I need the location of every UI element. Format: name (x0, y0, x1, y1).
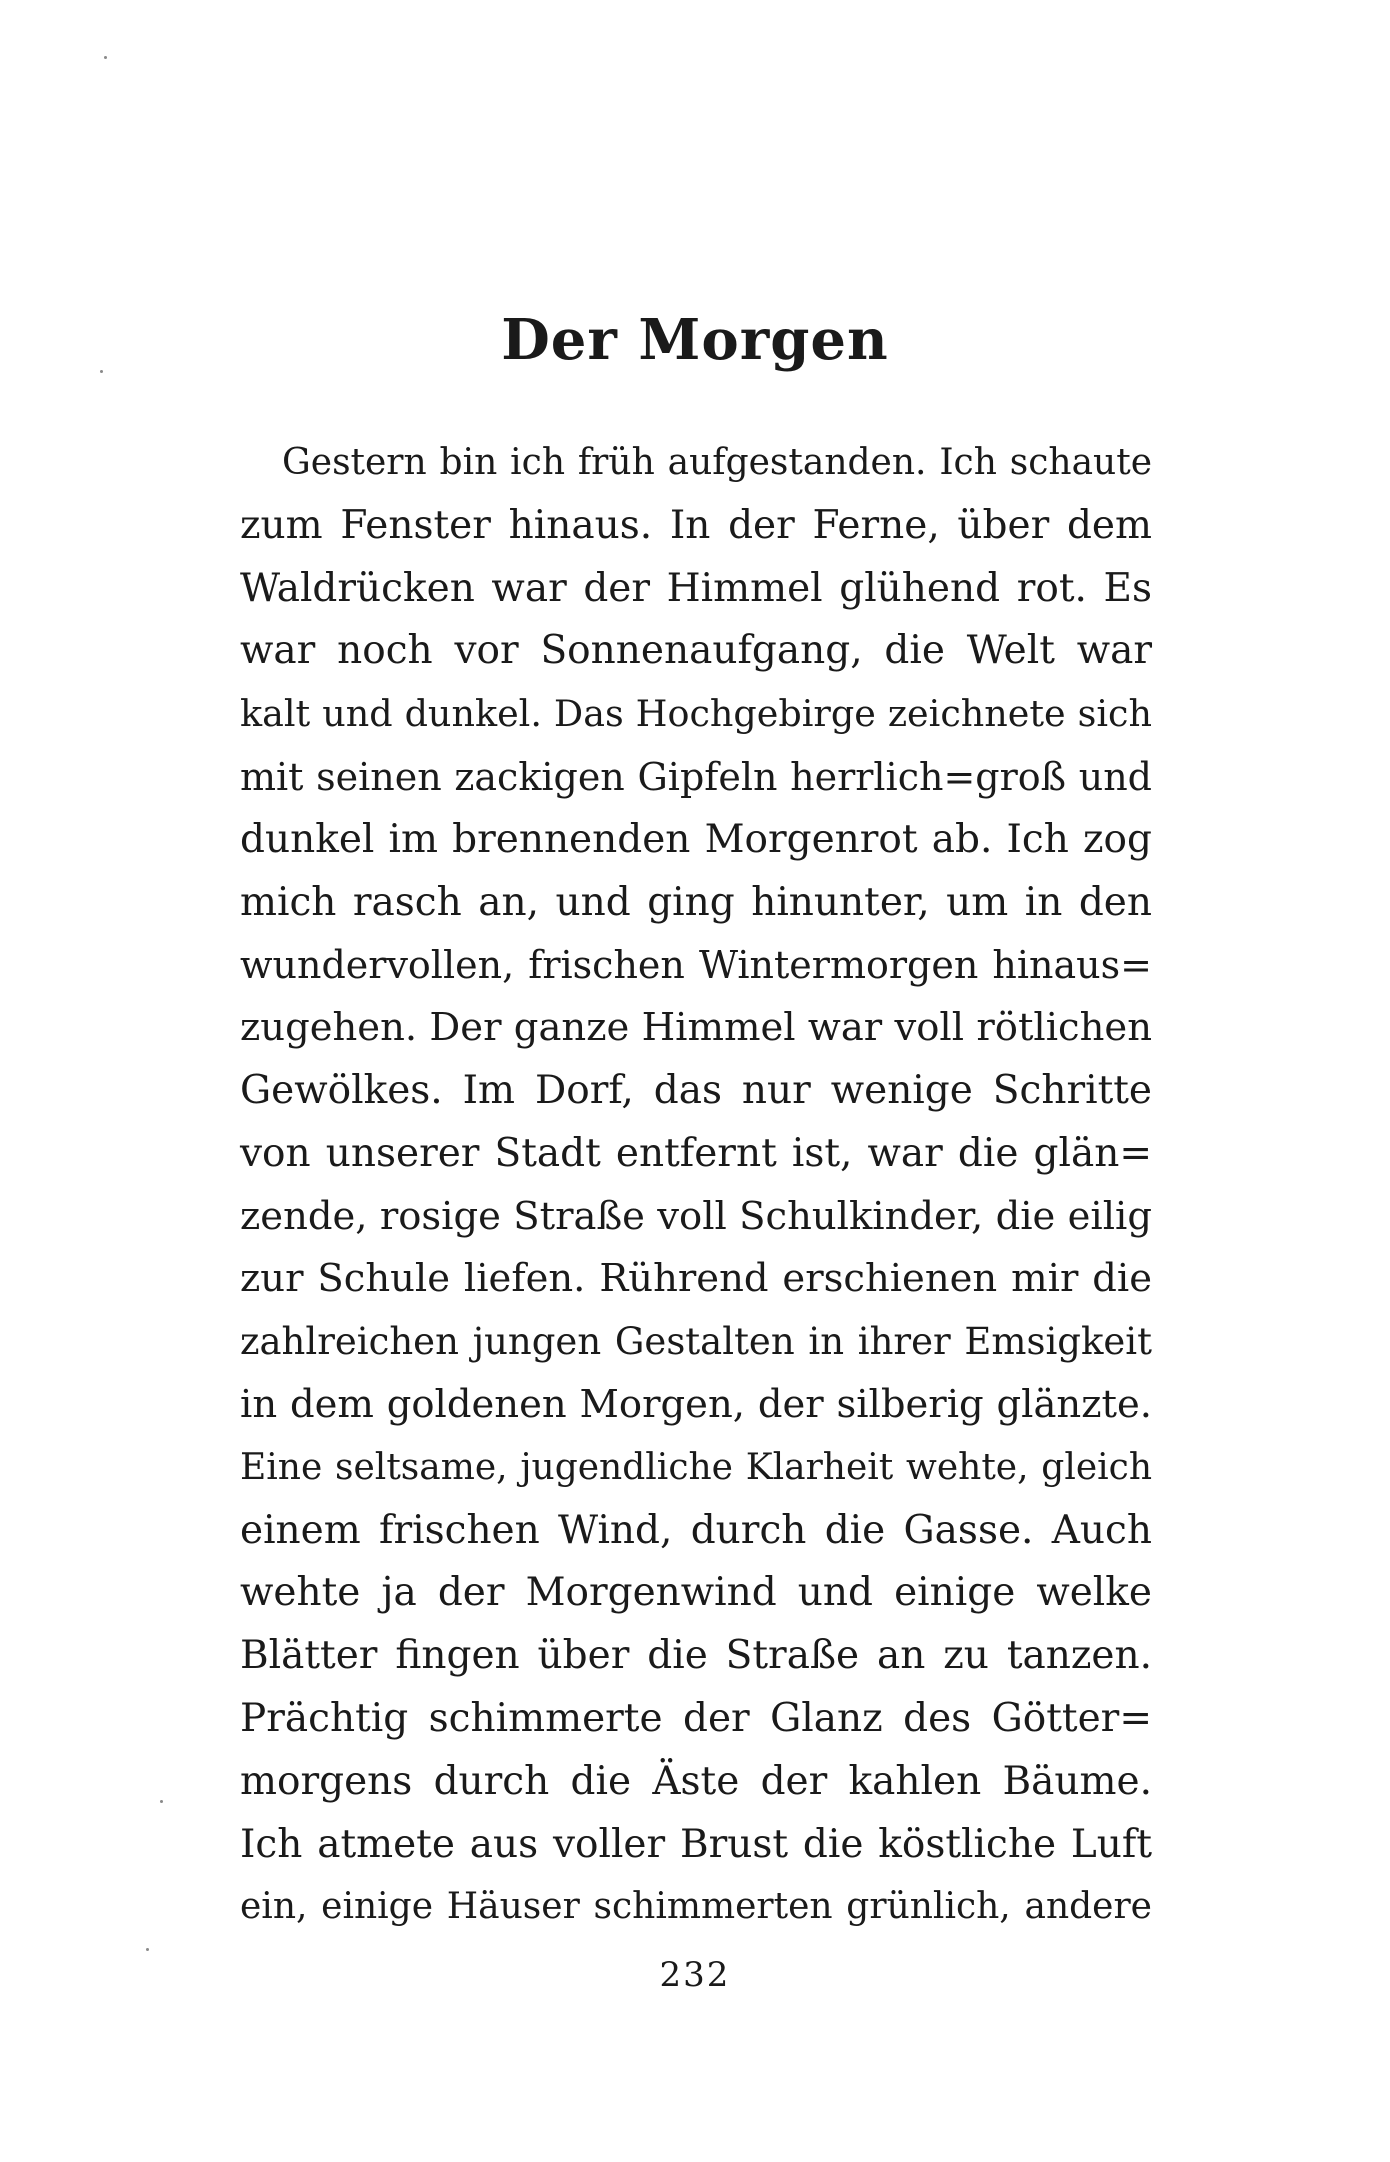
text-line: wundervollen, frischen Wintermorgen hinaus= (240, 943, 1152, 988)
text-line: morgens durch die Äste der kahlen Bäume. (240, 1758, 1152, 1804)
text-line: von unserer Stadt entfernt ist, war die glän= (240, 1130, 1152, 1176)
paper-speck (160, 1800, 163, 1803)
text-line: zur Schule liefen. Rührend erschienen mir die (240, 1256, 1152, 1302)
text-line: einem frischen Wind, durch die Gasse. Auch (240, 1507, 1152, 1553)
text-line: Eine seltsame, jugendliche Klarheit wehte, gleich (240, 1446, 1152, 1488)
text-line: Gestern bin ich früh aufgestanden. Ich schaute (282, 442, 1152, 483)
text-line: in dem goldenen Morgen, der silberig glänzte. (240, 1381, 1152, 1427)
chapter-title: Der Morgen (501, 307, 889, 373)
text-line: zum Fenster hinaus. In der Ferne, über dem (240, 502, 1152, 548)
page-number: 232 (659, 1955, 731, 1995)
text-line: ein, einige Häuser schimmerten grünlich, andere (240, 1886, 1152, 1928)
paper-speck (104, 56, 107, 59)
text-line: war noch vor Sonnenaufgang, die Welt war (240, 628, 1152, 674)
text-line: zahlreichen jungen Gestalten in ihrer Emsigkeit (240, 1320, 1152, 1364)
text-line: Waldrücken war der Himmel glühend rot. Es (240, 565, 1152, 611)
text-line: zende, rosige Straße voll Schulkinder, die eilig (240, 1193, 1152, 1239)
text-line: Prächtig schimmerte der Glanz des Götter= (240, 1695, 1152, 1741)
text-line: wehte ja der Morgenwind und einige welke (240, 1570, 1152, 1616)
text-line: dunkel im brennenden Morgenrot ab. Ich zog (240, 816, 1152, 862)
text-line: zugehen. Der ganze Himmel war voll rötlichen (240, 1005, 1152, 1051)
text-line: Gewölkes. Im Dorf, das nur wenige Schritte (240, 1067, 1152, 1113)
text-line: Ich atmete aus voller Brust die köstliche Luft (240, 1821, 1152, 1867)
text-line: mit seinen zackigen Gipfeln herrlich=groß und (240, 754, 1152, 799)
text-line: mich rasch an, und ging hinunter, um in den (240, 879, 1152, 925)
body-text (240, 432, 1152, 1939)
text-line: Blätter fingen über die Straße an zu tanzen. (240, 1633, 1152, 1679)
text-line: kalt und dunkel. Das Hochgebirge zeichnete sich (240, 692, 1152, 736)
